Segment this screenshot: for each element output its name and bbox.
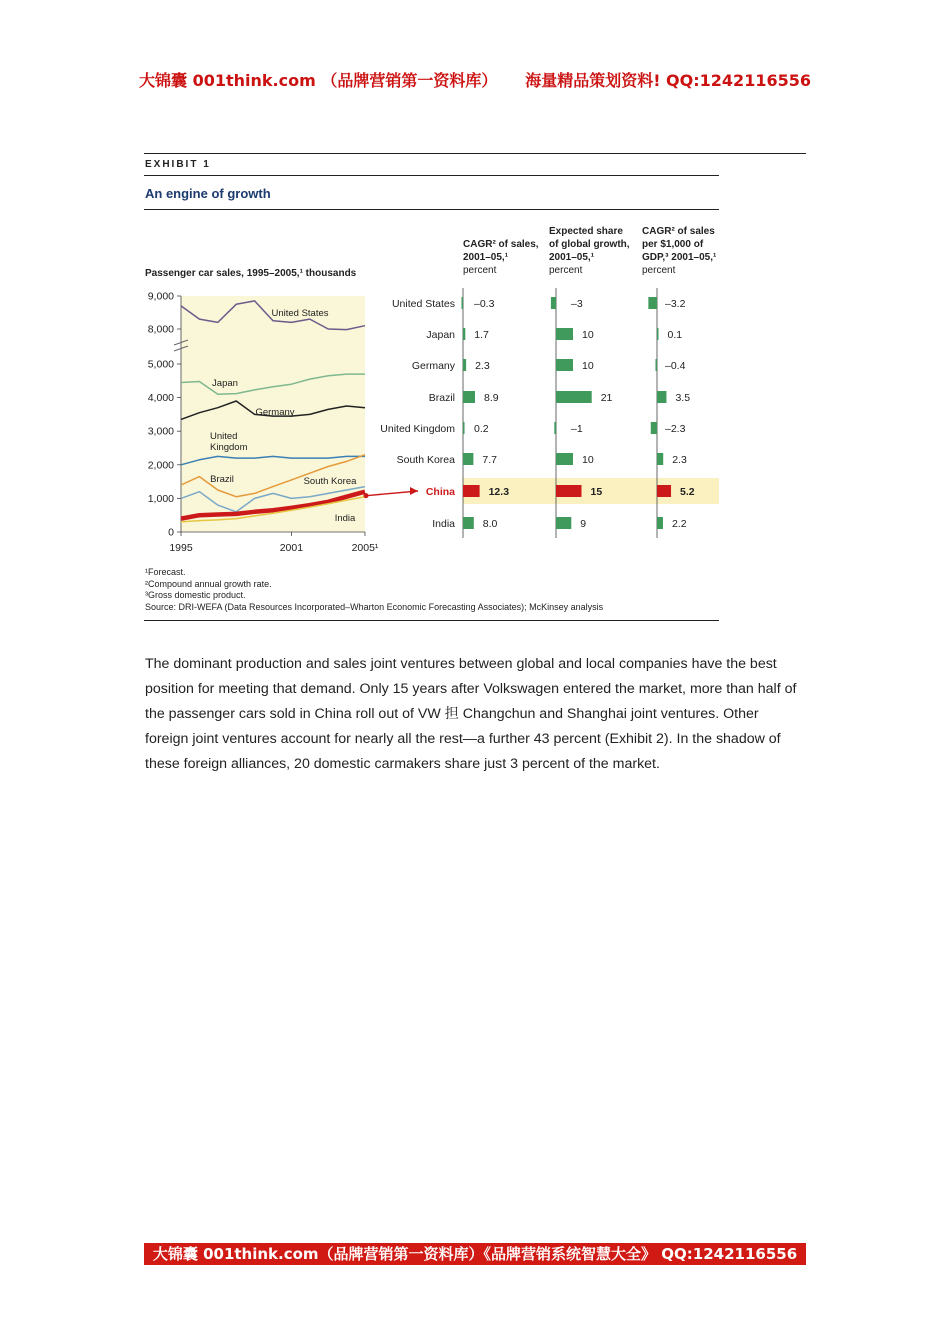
exhibit-bottom-rule: [144, 620, 719, 621]
bar: [656, 359, 658, 371]
china-arrow-head: [410, 487, 418, 495]
bar-value-label: 2.2: [671, 518, 687, 530]
series-label: United: [210, 431, 238, 442]
x-tick-label: 2005¹: [351, 542, 379, 554]
bar-value-label: 10: [582, 329, 594, 341]
y-tick-label: 9,000: [147, 290, 174, 303]
y-tick-label: 5,000: [147, 358, 174, 371]
col1-title-line1: CAGR² of sales,: [463, 239, 539, 250]
bar: [651, 422, 657, 434]
bar-value-label: 10: [582, 454, 594, 466]
bar-value-label: 2.3: [672, 454, 687, 466]
bar: [551, 297, 556, 309]
row-label: China: [425, 486, 455, 498]
bar: [556, 391, 592, 403]
bar-value-label: –3.2: [665, 298, 686, 310]
col3-title-line3: GDP,³ 2001–05,¹: [642, 252, 717, 263]
bar-value-label: –0.3: [474, 298, 495, 310]
series-label: United States: [271, 308, 329, 319]
y-tick-label: 8,000: [147, 323, 174, 336]
bar-value-label: 21: [600, 392, 613, 404]
bar: [556, 359, 573, 371]
bar-value-label: 0.1: [667, 329, 683, 341]
bar-value-label: 10: [582, 360, 594, 372]
col3-title-line1: CAGR² of sales: [642, 226, 715, 237]
y-tick-label: 2,000: [147, 459, 174, 472]
series-label: Germany: [255, 407, 295, 418]
bar-value-label: 2.3: [475, 360, 490, 372]
bar: [463, 328, 465, 340]
bar-value-label: 9: [580, 518, 587, 530]
bar-value-label: 1.7: [474, 329, 489, 341]
bar: [556, 517, 571, 529]
exhibit-title: An engine of growth: [145, 186, 271, 201]
bar-value-label: –2.3: [665, 423, 686, 435]
row-label: Japan: [426, 329, 455, 341]
col2-title-line2: of global growth,: [549, 239, 630, 250]
body-paragraph: The dominant production and sales joint ventures between global and local companies have the best position for meeting that demand. Only 15 years after Volkswagen entered the market, more than half of the passenger cars sold in China roll out of VW 担 Changchun and Shanghai joint ventures. Other foreign joint ventures account for nearly all the rest—a further 43 percent (Exhibit 2). In the shadow of these foreign alliances, 20 domestic carmakers share just 3 percent of the market.: [145, 656, 797, 772]
bar: [556, 328, 573, 340]
bar: [556, 485, 582, 497]
bar: [556, 453, 573, 465]
y-tick-label: 3,000: [147, 425, 174, 438]
bar: [657, 328, 659, 340]
bar: [463, 422, 465, 434]
exhibit-label: EXHIBIT 1: [145, 159, 211, 170]
footnote-forecast: ¹Forecast.: [145, 567, 186, 577]
bar-value-label: 3.5: [675, 392, 691, 404]
header-banner-left: 大锦囊 001think.com （品牌营销第一资料库）: [139, 71, 498, 90]
bar: [462, 297, 464, 309]
line-chart-title-text: Passenger car sales, 1995–2005,¹ thousands: [145, 268, 357, 279]
footnote-cagr: ²Compound annual growth rate.: [145, 578, 272, 589]
bar-value-label: 12.3: [488, 486, 510, 498]
col3-title-line2: per $1,000 of: [642, 239, 704, 250]
col3-title-line4: percent: [642, 265, 676, 276]
col1-title-line2: 2001–05,¹: [463, 252, 509, 263]
bar-value-label: 8.9: [484, 392, 499, 404]
bar-value-label: 0.2: [474, 423, 489, 435]
bar-value-label: 5.2: [680, 486, 695, 498]
x-tick-label: 2001: [279, 542, 304, 554]
footnote-gdp: ³Gross domestic product.: [145, 590, 246, 600]
bar: [657, 453, 663, 465]
x-tick-label: 1995: [169, 542, 193, 554]
bar-value-label: 7.7: [482, 454, 498, 466]
bar: [463, 359, 466, 371]
bar: [657, 517, 663, 529]
bar: [657, 391, 666, 403]
footer-banner: 大锦囊 001think.com（品牌营销第一资料库）《品牌营销系统智慧大全》 QQ:1242116556: [144, 1243, 806, 1265]
series-label: South Korea: [303, 476, 357, 487]
bar: [463, 485, 480, 497]
row-label: United States: [391, 298, 455, 310]
footnote-source: Source: DRI-WEFA (Data Resources Incorporated–Wharton Economic Forecasting Associates); McKinsey analysis: [145, 601, 604, 612]
bar: [463, 453, 473, 465]
bar-value-label: 15: [590, 486, 603, 498]
bar-value-label: –3: [571, 298, 583, 310]
row-label: Germany: [411, 360, 455, 372]
bar-value-label: –0.4: [665, 360, 686, 372]
series-label: Japan: [212, 378, 238, 389]
col1-title-line3: percent: [463, 265, 497, 276]
row-label: South Korea: [396, 454, 455, 466]
bar: [463, 391, 475, 403]
y-tick-label: 4,000: [147, 392, 174, 405]
y-tick-label: 0: [168, 526, 174, 539]
series-label: Brazil: [210, 474, 234, 485]
row-label: United Kingdom: [380, 423, 455, 435]
header-banner-right: 海量精品策划资料! QQ:1242116556: [525, 71, 811, 90]
bar: [463, 517, 474, 529]
row-label: India: [432, 518, 455, 530]
col2-title-line1: Expected share: [549, 226, 623, 237]
bar: [554, 422, 556, 434]
footnotes: [145, 567, 603, 613]
bar-value-label: 8.0: [482, 518, 498, 530]
bar: [648, 297, 657, 309]
china-arrow-dot: [364, 493, 369, 498]
col2-title-line3: 2001–05,¹: [549, 252, 595, 263]
bar: [657, 485, 671, 497]
col2-title-line4: percent: [549, 265, 583, 276]
exhibit-chart: [0, 0, 950, 620]
y-tick-label: 1,000: [147, 492, 174, 505]
series-label: Kingdom: [210, 442, 248, 453]
series-label: India: [334, 513, 356, 524]
bar-value-label: –1: [571, 423, 583, 435]
row-label: Brazil: [428, 392, 455, 404]
